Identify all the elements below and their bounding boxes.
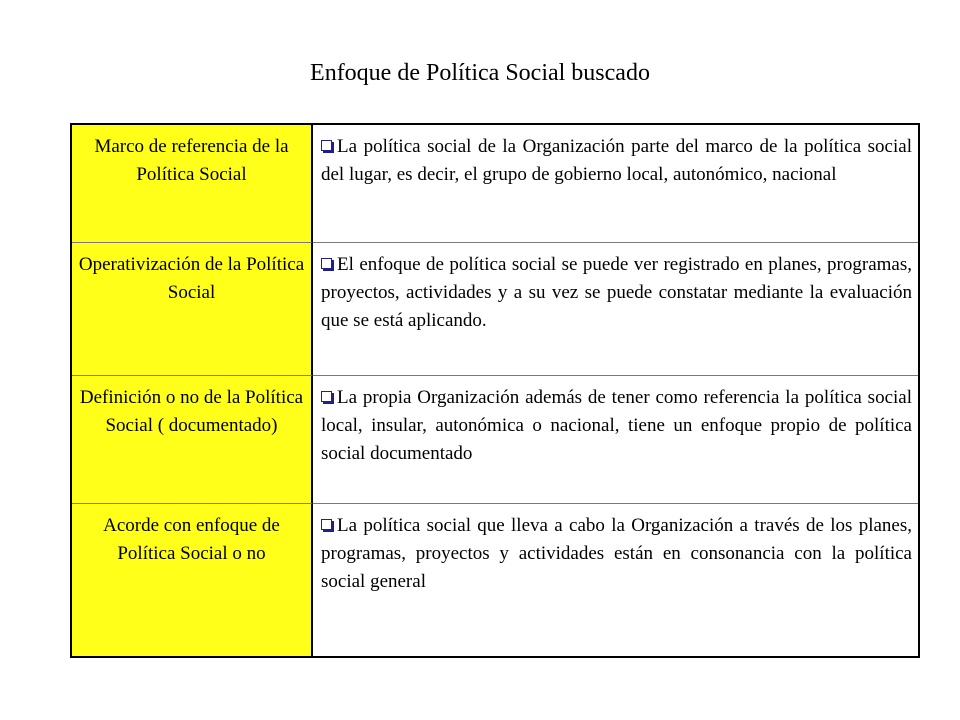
description-text: La política social que lleva a cabo la Organización a través de los planes, programas, proyectos y actividades están en consonancia con la política social general: [321, 515, 912, 592]
row-description-acorde: [313, 504, 918, 656]
criteria-table: [70, 123, 920, 658]
row-label-marco: Marco de referencia de la Política Social: [72, 125, 313, 243]
row-description-operativizacion: [313, 243, 918, 376]
checkbox-square-icon: [321, 140, 332, 151]
row-description-marco: [313, 125, 918, 243]
row-label-operativizacion: Operativización de la Política Social: [72, 243, 313, 376]
checkbox-square-icon: [321, 391, 332, 402]
description-text: La propia Organización además de tener como referencia la política social local, insular, autonómica o nacional, tiene un enfoque propio de política social documentado: [321, 387, 912, 464]
checkbox-square-icon: [321, 258, 332, 269]
row-label-definicion: Definición o no de la Política Social ( documentado): [72, 376, 313, 504]
description-text: El enfoque de política social se puede ver registrado en planes, programas, proyectos, actividades y a su vez se puede constatar mediante la evaluación que se está aplicando.: [321, 254, 912, 331]
row-description-definicion: [313, 376, 918, 504]
description-text: La política social de la Organización parte del marco de la política social del lugar, es decir, el grupo de gobierno local, autonómico, nacional: [321, 136, 912, 185]
page-title: Enfoque de Política Social buscado: [310, 60, 650, 86]
row-label-acorde: Acorde con enfoque de Política Social o no: [72, 504, 313, 656]
checkbox-square-icon: [321, 519, 332, 530]
